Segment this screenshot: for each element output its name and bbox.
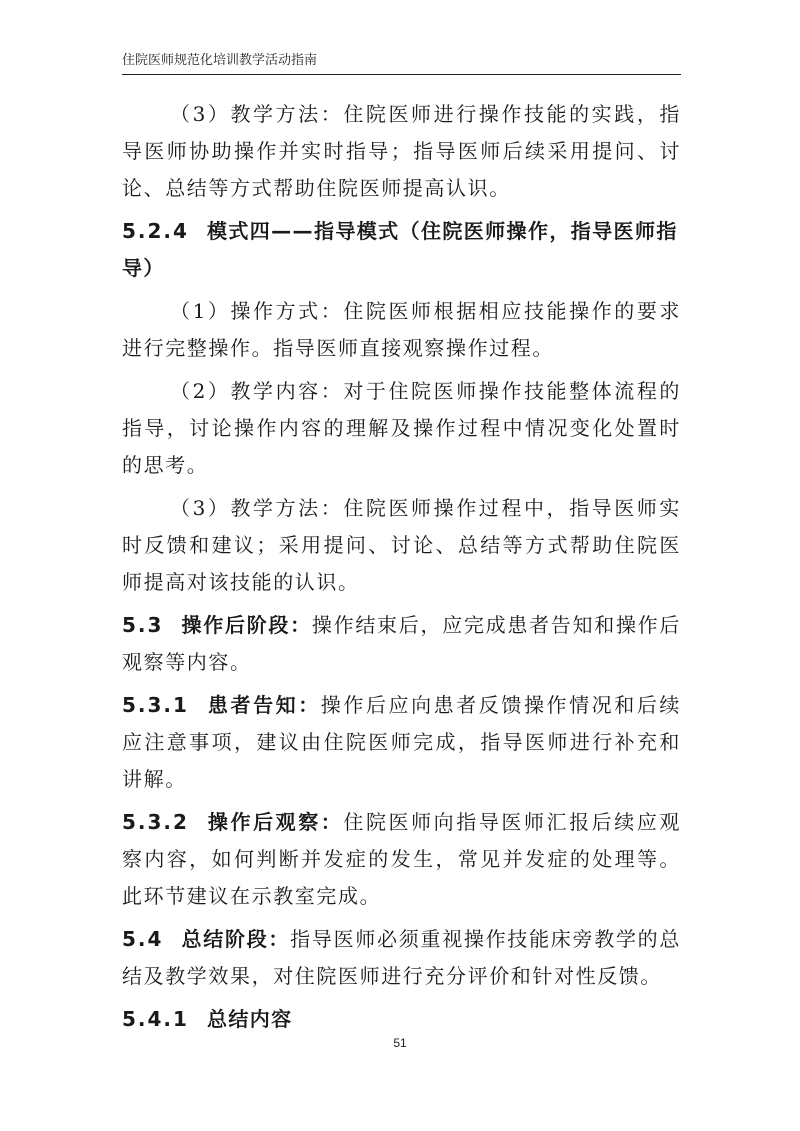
paragraph-teaching-method-3: （3）教学方法：住院医师进行操作技能的实践，指导医师协助操作并实时指导；指导医师后续采用提问、讨论、总结等方式帮助住院医师提高认识。 — [122, 102, 681, 200]
paragraph-teaching-method: （3）教学方法：住院医师操作过程中，指导医师实时反馈和建议；采用提问、讨论、总结等方式帮助住院医师提高对该技能的认识。 — [122, 496, 681, 594]
section-number: 5.3.1 — [122, 693, 189, 717]
section-text: 操作后应向患者反馈操作情况和后续应注意事项，建议由住院医师完成，指导医师进行补充和讲解。 — [122, 693, 681, 791]
section-title: 总结内容 — [206, 1007, 293, 1031]
section-5-3 — [122, 607, 681, 681]
section-term: 总结阶段： — [181, 927, 291, 951]
section-text: 操作结束后，应完成患者告知和操作后观察等内容。 — [122, 613, 681, 674]
section-heading-5-4-1 — [122, 1001, 681, 1038]
paragraph-teaching-content: （2）教学内容：对于住院医师操作技能整体流程的指导，讨论操作内容的理解及操作过程中情况变化处置时的思考。 — [122, 379, 681, 477]
section-5-4 — [122, 921, 681, 995]
section-number: 5.2.4 — [122, 219, 189, 243]
section-5-3-1 — [122, 687, 681, 798]
section-term: 操作后观察： — [206, 810, 344, 834]
section-5-3-2 — [122, 804, 681, 915]
section-number: 5.4.1 — [122, 1007, 189, 1031]
section-term: 患者告知： — [206, 693, 321, 717]
section-number: 5.4 — [122, 927, 164, 951]
section-text: 指导医师必须重视操作技能床旁教学的总结及教学效果，对住院医师进行充分评价和针对性反馈。 — [122, 927, 681, 988]
section-number: 5.3.2 — [122, 810, 189, 834]
header-title: 住院医师规范化培训教学活动指南 — [122, 53, 318, 68]
page-number: 51 — [393, 1036, 407, 1050]
section-text: 住院医师向指导医师汇报后续应观察内容，如何判断并发症的发生，常见并发症的处理等。此环节建议在示教室完成。 — [122, 810, 681, 908]
section-number: 5.3 — [122, 613, 164, 637]
section-title: 模式四——指导模式（住院医师操作，指导医师指导） — [122, 219, 678, 280]
paragraph-operation-method: （1）操作方式：住院医师根据相应技能操作的要求进行完整操作。指导医师直接观察操作过程。 — [122, 299, 681, 360]
page-body — [122, 96, 681, 1044]
section-term: 操作后阶段： — [181, 613, 312, 637]
section-heading-5-2-4 — [122, 213, 681, 287]
running-header — [122, 52, 681, 75]
